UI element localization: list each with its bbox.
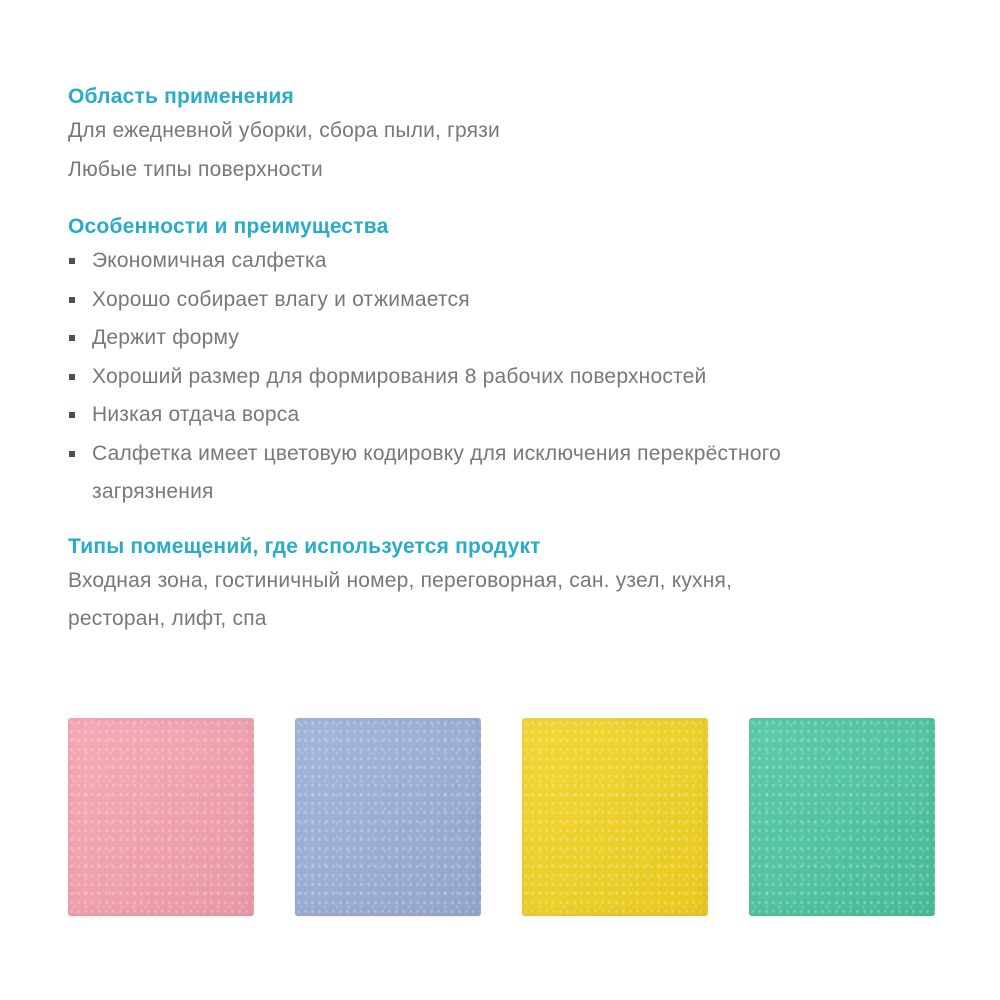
bullet-square-icon <box>69 297 75 303</box>
feature-item <box>68 396 935 435</box>
feature-text-wrap: загрязнения <box>92 480 214 503</box>
feature-item <box>68 435 935 512</box>
room-types-line-2: ресторан, лифт, спа <box>68 607 267 630</box>
application-title: Область применения <box>68 85 294 108</box>
room-types-title: Типы помещений, где используется продукт <box>68 534 541 558</box>
bullet-square-icon <box>69 335 75 341</box>
section-room-types <box>68 534 935 639</box>
feature-item <box>68 281 935 320</box>
room-types-line-1: Входная зона, гостиничный номер, переговорная, сан. узел, кухня, <box>68 568 733 592</box>
features-list <box>68 242 935 512</box>
feature-text: Салфетка имеет цветовую кодировку для исключения перекрёстного <box>92 441 782 465</box>
cloth-swatch-pink <box>68 718 254 916</box>
color-coding-swatches-row <box>68 718 935 916</box>
bullet-square-icon <box>69 258 75 264</box>
cloth-swatch-green <box>749 718 935 916</box>
application-line-2: Любые типы поверхности <box>68 157 323 181</box>
cloth-swatch-blue <box>295 718 481 916</box>
cloth-swatch-yellow <box>522 718 708 916</box>
features-title: Особенности и преимущества <box>68 215 389 238</box>
feature-text: Низкая отдача ворса <box>92 403 300 426</box>
feature-item <box>68 319 935 358</box>
feature-text: Хорошо собирает влагу и отжимается <box>92 287 470 311</box>
bullet-square-icon <box>69 451 75 457</box>
bullet-square-icon <box>69 412 75 418</box>
application-line-1: Для ежедневной уборки, сбора пыли, грязи <box>68 119 500 142</box>
feature-text: Экономичная салфетка <box>92 249 327 272</box>
feature-item <box>68 242 935 281</box>
feature-text: Держит форму <box>92 326 240 349</box>
section-features <box>68 214 935 512</box>
feature-text: Хороший размер для формирования 8 рабочих поверхностей <box>92 364 707 388</box>
bullet-square-icon <box>69 374 75 380</box>
feature-item <box>68 358 935 397</box>
section-application <box>68 0 935 189</box>
